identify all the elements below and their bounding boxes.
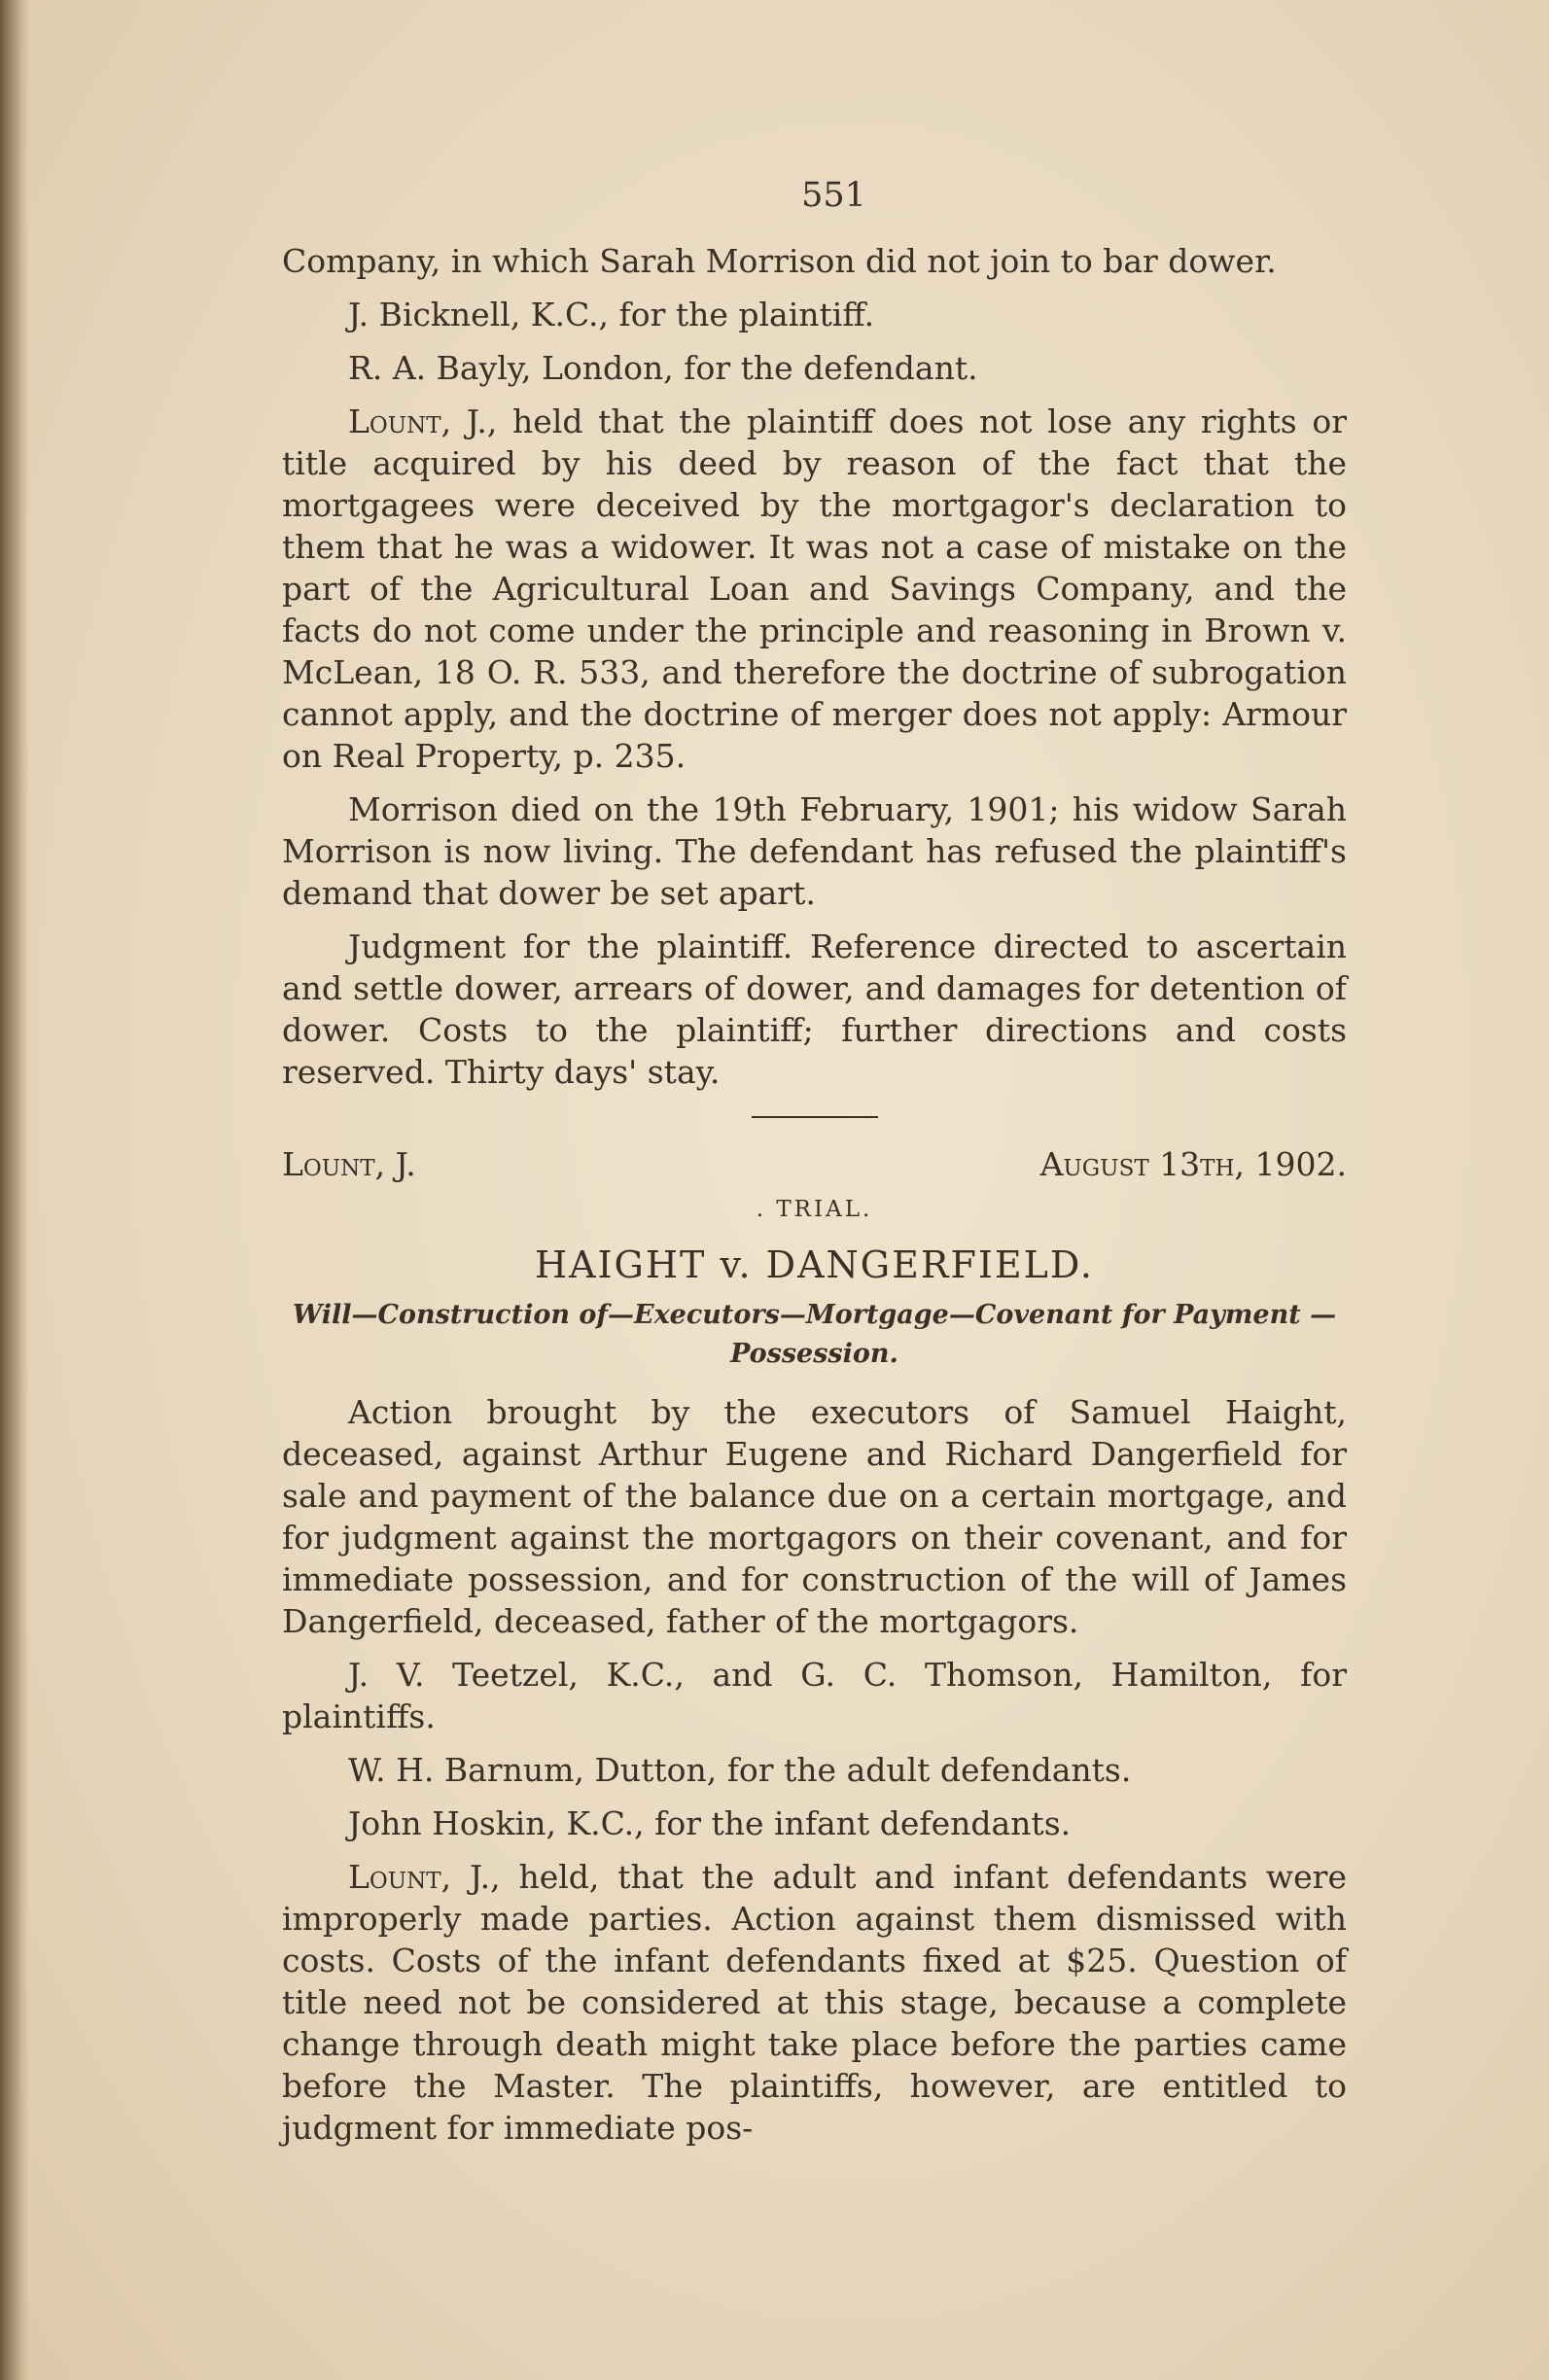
counsel-adult-defendants: W. H. Barnum, Dutton, for the adult defendants. (348, 1751, 1132, 1789)
trial-label: . TRIAL. (756, 1197, 873, 1222)
holding-paragraph-2 (282, 1856, 1347, 2149)
holding-text-2: , J., held, that the adult and infant defendants were improperly made parties. Action against them dismissed with costs. Costs of the infant defendants fixed at $25. Question of title need not be considered at this stage, because a complete change through death might take place before the parties came before the Master. The plaintiffs, however, are entitled to judgment for immediate pos- (282, 1858, 1347, 2147)
headnote: Will—Construction of—Executors—Mortgage—Covenant for Payment —Possession. (292, 1300, 1337, 1369)
judge-name: Lount (348, 402, 441, 440)
judge-name-2: Lount (348, 1858, 441, 1896)
case-header (282, 1143, 1347, 1185)
holding-paragraph (282, 401, 1347, 777)
page-number: 551 (801, 176, 866, 215)
case-title: HAIGHT v. DANGERFIELD. (534, 1243, 1095, 1286)
binding-gutter (0, 0, 29, 2380)
case-judge: Lount, J. (282, 1145, 416, 1183)
counsel-defendant: R. A. Bayly, London, for the defendant. (348, 349, 978, 387)
counsel-plaintiffs: J. V. Teetzel, K.C., and G. C. Thomson, Hamilton, for plaintiffs. (282, 1656, 1347, 1735)
judgment-paragraph: Judgment for the plaintiff. Reference directed to ascertain and settle dower, arrears of dower, and damages for detention of dower. Costs to the plaintiff; further directions and costs reserved. Thirty days' stay. (282, 928, 1347, 1091)
section-divider (752, 1116, 878, 1118)
case-date: August 13th, 1902. (1039, 1145, 1347, 1183)
holding-text: , J., held that the plaintiff does not lose any rights or title acquired by his deed by reason of the fact that the mortgagees were deceived by the mortgagor's declaration to them that he was a widower. It was not a case of mistake on the part of the Agricultural Loan and Savings Company, and the facts do not come under the principle and reasoning in Brown v. McLean, 18 O. R. 533, and therefore the doctrine of subrogation cannot apply, and the doctrine of merger does not apply: Armour on Real Property, p. 235. (282, 402, 1347, 775)
paragraph-continuation: Company, in which Sarah Morrison did not join to bar dower. (282, 242, 1277, 280)
page-text (282, 175, 1347, 2160)
counsel-infant-defendants: John Hoskin, K.C., for the infant defendants. (348, 1804, 1072, 1842)
counsel-plaintiff: J. Bicknell, K.C., for the plaintiff. (348, 296, 875, 333)
action-paragraph: Action brought by the executors of Samuel Haight, deceased, against Arthur Eugene and Richard Dangerfield for sale and payment of the balance due on a certain mortgage, and for judgment against the mortgagors on their covenant, and for immediate possession, and for construction of the will of James Dangerfield, deceased, father of the mortgagors. (282, 1393, 1347, 1640)
facts-paragraph: Morrison died on the 19th February, 1901; his widow Sarah Morrison is now living. The defendant has refused the plaintiff's demand that dower be set apart. (282, 790, 1347, 912)
